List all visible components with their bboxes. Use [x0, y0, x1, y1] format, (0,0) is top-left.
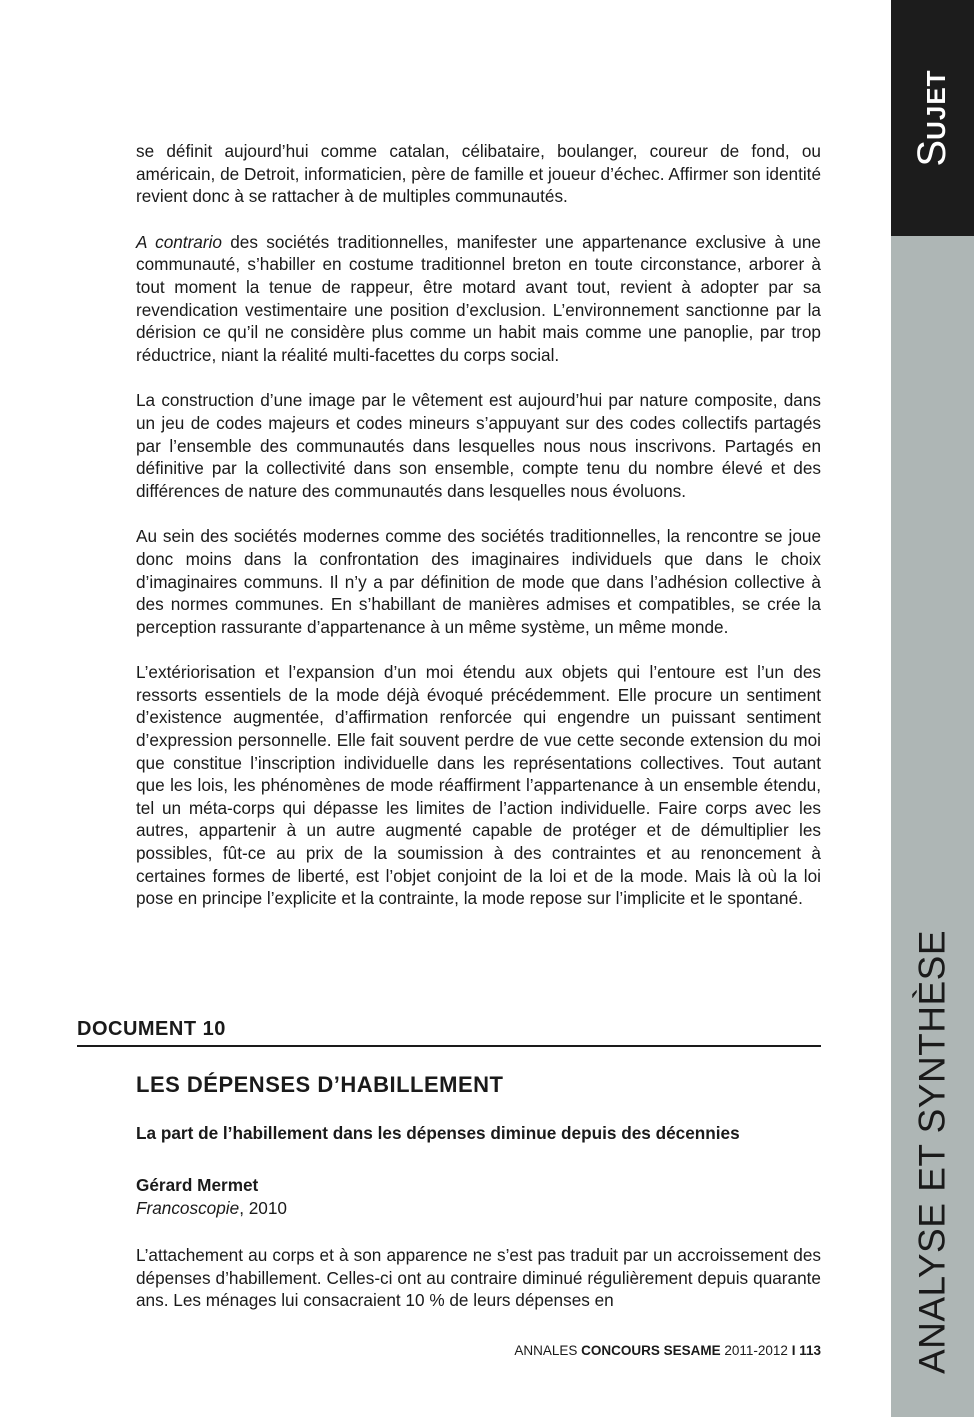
- paragraph-2: [136, 231, 821, 367]
- sidebar-section-label: [912, 69, 952, 166]
- sidebar-category-label: ANALYSE ET SYNTHÈSE: [911, 929, 953, 1375]
- paragraph-2-rest: des sociétés traditionnelles, manifester une appartenance exclusive à une communauté, s’habiller en costume traditionnel breton en toute circonstance, arborer à tout moment la tenue de rappeur, être motard avant tout, revient à adopter par sa revendication vestimentaire une position d’exclusion. L’environnement sanctionne par la dérision ce qu’il ne considère plus comme un habit mais comme une panoplie, par trop réductrice, niant la réalité multi-facettes du corps social.: [136, 231, 821, 365]
- footer-title: CONCOURS SESAME: [581, 1343, 721, 1358]
- document-source-year: , 2010: [239, 1198, 287, 1218]
- sidebar-section-label-rest: UJET: [921, 69, 951, 140]
- document-source-title: Francoscopie: [136, 1198, 240, 1218]
- document-body: L’attachement au corps et à son apparence ne s’est pas traduit par un accroissement des dépenses d’habillement. Celles-ci ont au contraire diminué régulièrement depuis quarante ans. Les ménages lui consacraient 10 % de leurs dépenses en: [136, 1245, 821, 1311]
- sidebar-section-label-cap: S: [910, 139, 954, 167]
- document-title: LES DÉPENSES D’HABILLEMENT: [136, 1072, 504, 1097]
- paragraph-2-italic: A contrario: [136, 231, 222, 252]
- footer-prefix: ANNALES: [514, 1343, 582, 1358]
- document-author: Gérard Mermet: [136, 1175, 259, 1195]
- footer-separator: I: [791, 1343, 796, 1358]
- page-footer: [514, 1343, 821, 1358]
- document-label: DOCUMENT 10: [77, 1018, 226, 1040]
- page-number: 113: [799, 1343, 821, 1358]
- footer-years: 2011-2012: [720, 1343, 792, 1358]
- paragraph-4: Au sein des sociétés modernes comme des sociétés traditionnelles, la rencontre se joue donc moins dans la confrontation des imaginaires individuels que dans le choix d’imaginaires communs. Il n’y a par définition de mode que dans l’adhésion collective à des normes communes. En s’habillant de manières admises et compatibles, se crée la perception rassurante d’appartenance à un même système, un même monde.: [136, 526, 821, 637]
- document-subtitle: La part de l’habillement dans les dépenses diminue depuis des décennies: [136, 1123, 740, 1143]
- document-source: [136, 1198, 287, 1219]
- paragraph-1: se définit aujourd’hui comme catalan, célibataire, boulanger, coureur de fond, ou américain, de Detroit, informaticien, père de famille et joueur d’échec. Affirmer son identité revient donc à se rattacher à de multiples communautés.: [136, 141, 821, 207]
- paragraph-3: La construction d’une image par le vêtement est aujourd’hui par nature composite, dans un jeu de codes majeurs et codes mineurs s’appuyant sur des codes collectifs partagés par l’ensemble des communautés dans lesquelles nous nous inscrivons. Partagés en définitive par la collectivité dans son ensemble, compte tenu du nombre élevé et des différences de nature des communautés dans lesquelles nous évoluons.: [136, 390, 821, 501]
- document-divider: [77, 1045, 821, 1047]
- body-text: [136, 140, 821, 910]
- paragraph-5: L’extériorisation et l’expansion d’un moi étendu aux objets qui l’entoure est l’un des ressorts essentiels de la mode déjà évoqué précédemment. Elle procure un sentiment d’existence augmentée, d’affirmation renforcée qui engendre un puissant sentiment d’expression personnelle. Elle fait souvent perdre de vue cette seconde extension du moi que constitue l’inscription individuelle dans les représentations collectives. Tout autant que les lois, les phénomènes de mode réaffirment l’appartenance à un ensemble étendu, tel un méta-corps qui dépasse les limites de l’action individuelle. Faire corps avec les autres, appartenir à un autre augmenté capable de protéger et de démultiplier les possibles, fût-ce au prix de la soumission à des contraintes et au renoncement à certaines formes de liberté, est l’objet conjoint de la loi et de la mode. Mais là où la loi pose en principe l’explicite et la contrainte, la mode repose sur l’implicite et le spontané.: [136, 662, 821, 909]
